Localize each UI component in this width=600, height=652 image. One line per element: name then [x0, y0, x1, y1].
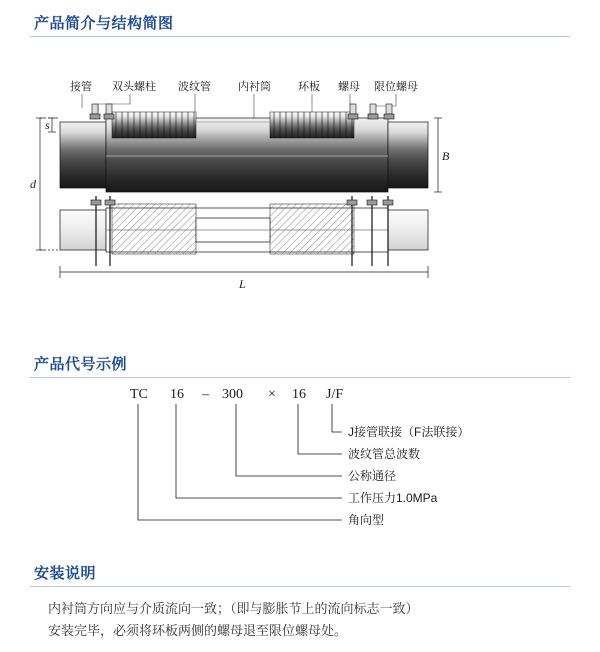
code-legend-1: 波纹管总波数: [348, 447, 421, 461]
code-token-4: ×: [268, 387, 276, 402]
section-title-install: 安装说明: [34, 565, 97, 582]
dimension-symbol-L: L: [239, 277, 246, 290]
lower-assembly: [60, 196, 428, 266]
code-legend-2: 公称通径: [348, 469, 397, 483]
callout-label-5: 螺母: [338, 81, 360, 93]
code-legend-4: 角向型: [348, 513, 385, 527]
install-notes: [48, 598, 568, 642]
bellows-lower-right: [270, 204, 354, 254]
code-legend: [348, 424, 469, 527]
dimension-symbol-s: s: [45, 118, 50, 132]
callout-label-0: 接管: [70, 81, 92, 93]
callout-label-2: 波纹管: [178, 81, 211, 93]
tie-rod-upper-left: [90, 104, 114, 119]
code-token-1: 16: [170, 387, 184, 402]
code-token-2: –: [202, 387, 209, 402]
code-token-0: TC: [130, 387, 148, 402]
section-divider-install: [30, 586, 570, 587]
section-divider-code: [30, 377, 570, 378]
tie-rod-upper-right: [348, 104, 394, 119]
code-legend-3: 工作压力1.0MPa: [348, 491, 438, 505]
section-title-code: 产品代号示例: [34, 356, 128, 373]
section-divider-intro: [30, 36, 570, 37]
code-tokens: [130, 387, 343, 402]
callout-labels: [70, 79, 418, 93]
bellows-left: [112, 112, 196, 138]
code-token-6: J/F: [326, 387, 344, 402]
install-note-line-0: 内衬筒方向应与介质流向一致；（即与膨胀节上的流向标志一致）: [48, 601, 419, 616]
bellows-lower-left: [112, 204, 196, 254]
bellows-right: [270, 112, 354, 138]
product-code-diagram: [30, 382, 570, 547]
code-legend-0: J接管联接（F法联接）: [348, 425, 470, 439]
callout-label-4: 环板: [298, 81, 320, 93]
dimension-symbol-B: B: [442, 149, 450, 163]
code-leaders: [138, 404, 342, 520]
upper-assembly: [60, 104, 428, 192]
code-token-5: 16: [292, 387, 306, 402]
code-token-3: 300: [222, 387, 243, 402]
install-note-line-1: 安装完毕，必须将环板两侧的螺母退至限位螺母处。: [48, 623, 348, 638]
callout-label-3: 内衬筒: [238, 81, 271, 93]
callout-label-1: 双头螺柱: [112, 81, 156, 93]
section-title-intro: 产品简介与结构简图: [34, 15, 174, 32]
structure-diagram: [30, 60, 570, 290]
dimension-symbol-d: d: [30, 177, 36, 191]
callout-label-6: 限位螺母: [374, 81, 418, 93]
